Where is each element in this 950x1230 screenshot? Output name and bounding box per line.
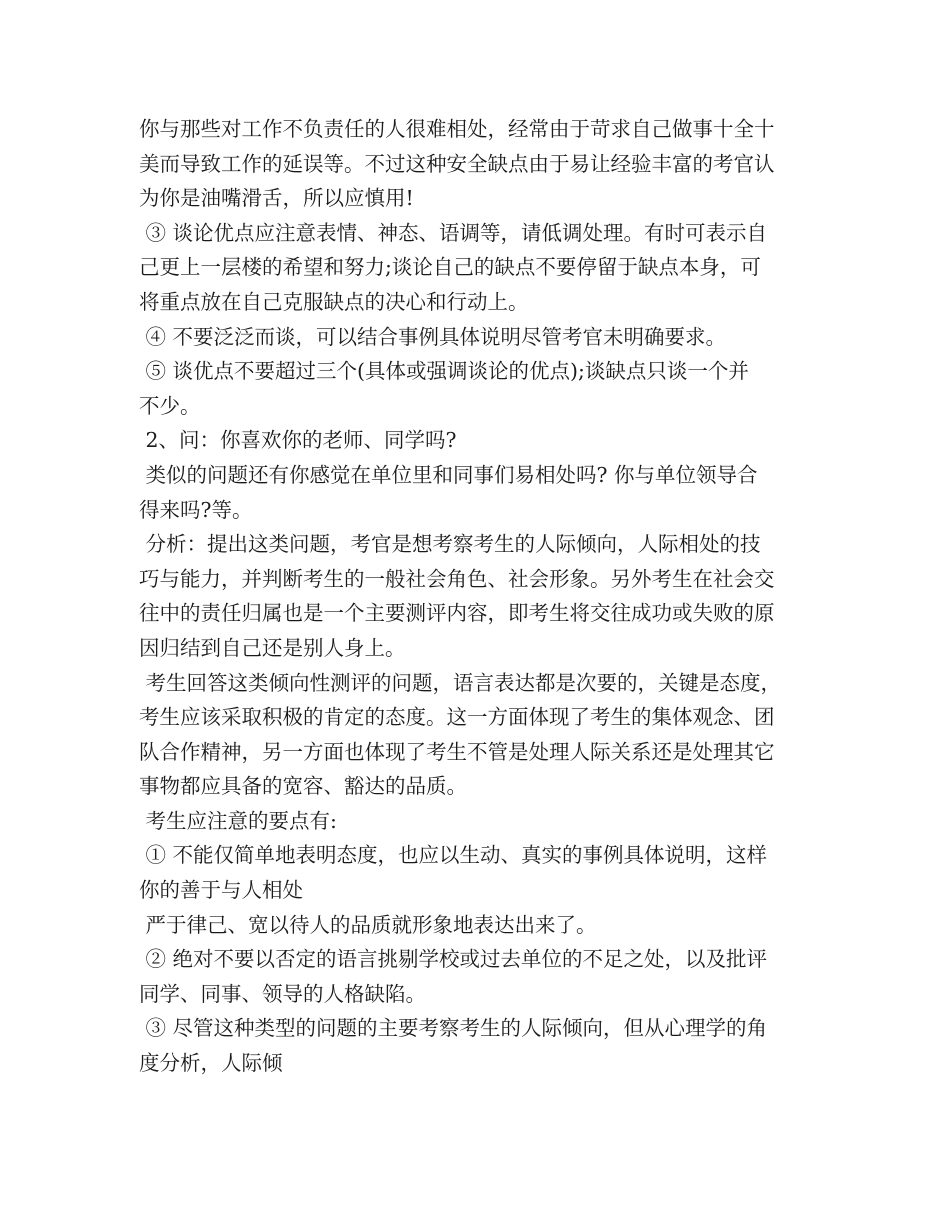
text-line: 事物都应具备的宽容、豁达的品质。 <box>139 774 467 799</box>
text-line: 你与那些对工作不负责任的人很难相处，经常由于苛求自己做事十全十 <box>139 117 775 141</box>
text-line: 美而导致工作的延误等。不过这种安全缺点由于易让经验丰富的考官认 <box>139 151 775 176</box>
text-line: 不少。 <box>139 393 201 418</box>
text-line: 己更上一层楼的希望和努力;谈论自己的缺点不要停留于缺点本身，可 <box>139 255 761 280</box>
text-line: 队合作精神，另一方面也体现了考生不管是处理人际关系还是处理其它 <box>139 739 775 764</box>
text-line: ④ 不要泛泛而谈，可以结合事例具体说明尽管考官未明确要求。 <box>139 324 727 349</box>
text-line: 度分析，人际倾 <box>139 1051 283 1076</box>
text-line: 分析：提出这类问题，考官是想考察考生的人际倾向，人际相处的技 <box>139 532 761 557</box>
text-line: ② 绝对不要以否定的语言挑剔学校或过去单位的不足之处，以及批评 <box>139 947 768 972</box>
text-line: 2、问：你喜欢你的老师、同学吗? <box>139 428 457 453</box>
text-line: 往中的责任归属也是一个主要测评内容，即考生将交往成功或失败的原 <box>139 601 775 626</box>
text-line: 考生应注意的要点有: <box>139 808 337 833</box>
text-line: 为你是油嘴滑舌，所以应慎用! <box>139 186 414 211</box>
text-line: 同学、同事、领导的人格缺陷。 <box>139 981 426 1006</box>
text-line: 得来吗?等。 <box>139 497 253 522</box>
text-line: 类似的问题还有你感觉在单位里和同事们易相处吗? 你与单位领导合 <box>139 462 758 487</box>
text-line: ① 不能仅简单地表明态度，也应以生动、真实的事例具体说明，这样 <box>139 843 768 868</box>
text-line: ③ 谈论优点应注意表情、神态、语调等，请低调处理。有时可表示自 <box>139 220 768 245</box>
text-line: 将重点放在自己克服缺点的决心和行动上。 <box>139 289 529 314</box>
text-line: ⑤ 谈优点不要超过三个(具体或强调谈论的优点);谈缺点只谈一个并 <box>139 359 749 384</box>
document-body <box>139 112 829 1081</box>
text-line: 你的善于与人相处 <box>139 878 303 903</box>
text-line: ③ 尽管这种类型的问题的主要考察考生的人际倾向，但从心理学的角 <box>139 1016 768 1041</box>
text-line: 考生回答这类倾向性测评的问题，语言表达都是次要的，关键是态度， <box>139 670 782 695</box>
text-line: 严于律己、宽以待人的品质就形象地表达出来了。 <box>139 912 597 937</box>
text-line: 因归结到自己还是别人身上。 <box>139 635 406 660</box>
text-line: 考生应该采取积极的肯定的态度。这一方面体现了考生的集体观念、团 <box>139 705 775 730</box>
text-line: 巧与能力，并判断考生的一般社会角色、社会形象。另外考生在社会交 <box>139 566 775 591</box>
